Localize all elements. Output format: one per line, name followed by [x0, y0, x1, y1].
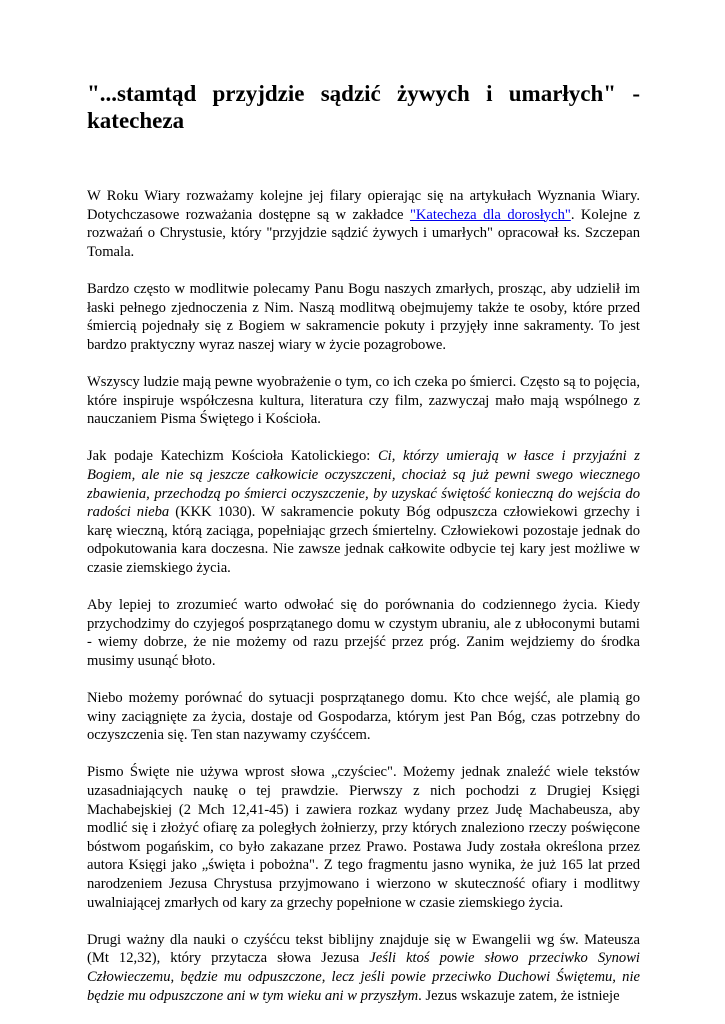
- gospel-quote: Jeśli ktoś powie słowo przeciwko Synowi Człowieczemu, będzie mu odpuszczone, lecz jeśli powie przeciwko Duchowi Świętemu, nie będzie mu odpuszczone ani w tym wieku ani w przyszłym: [87, 950, 640, 1004]
- paragraph-comparison: Aby lepiej to zrozumieć warto odwołać się do porównania do codziennego życia. Kiedy przychodzimy do czyjegoś posprzątanego domu w czystym ubraniu, ale z ubłoconymi butami - wiemy dobrze, że nie możemy od razu przejść przez próg. Zanim wejdziemy do środka musimy usunąć błoto.: [87, 597, 640, 669]
- paragraph-death-ideas: Wszyscy ludzie mają pewne wyobrażenie o tym, co ich czeka po śmierci. Często są to pojęcia, które inspiruje współczesna kultura, literatura czy film, zazwyczaj mało mają wspólnego z nauczaniem Pisma Świętego i Kościoła.: [87, 373, 640, 428]
- paragraph-scripture: Pismo Święte nie używa wprost słowa „czyściec". Możemy jednak znaleźć wiele tekstów uzasadniających naukę o tej prawdzie. Pierwszy z nich pochodzi z Drugiej Księgi Machabejskiej (2 Mch 12,41-45) i zawiera rozkaz wydany przez Judę Machabeusza, aby modlić się i złożyć ofiarę za poległych żołnierzy, przy których znaleziono rzeczy poświęcone bóstwom pogańskim, co było zakazane przez Prawo. Postawa Judy została określona przez autora Księgi jako „święta i pobożna". Z tego fragmentu jasno wynika, że już 165 lat przed narodzeniem Jezusa Chrystusa przyjmowano i wierzono w skuteczność ofiary i modlitwy uwalniającej zmarłych od kary za grzechy popełnione w czasie ziemskiego życia.: [87, 764, 640, 911]
- document-page: [87, 80, 640, 1024]
- gospel-text-before: Drugi ważny dla nauki o czyśćcu tekst biblijny znajduje się w Ewangelii wg św. Mateusza (Mt 12,32), który przytacza słowa Jezusa: [87, 931, 640, 967]
- paragraph-intro: [87, 187, 640, 261]
- paragraph-heaven: Niebo możemy porównać do sytuacji posprzątanego domu. Kto chce wejść, ale plamią go winy zaciągnięte za życia, dostaje od Gospodarza, którym jest Pan Bóg, czas potrzebny do oczyszczenia się. Ten stan nazywamy czyśćcem.: [87, 690, 640, 744]
- catechism-text-after: (KKK 1030). W sakramencie pokuty Bóg odpuszcza człowiekowi grzechy i karę wieczną, którą zaciąga, popełniając grzech śmiertelny. Człowiekowi pozostaje jednak do odpokutowania kara doczesna. Nie zawsze jednak całkowite odbycie tej kary jest możliwe w czasie ziemskiego życia.: [87, 504, 641, 576]
- paragraph-prayer: Bardzo często w modlitwie polecamy Panu Bogu naszych zmarłych, prosząc, aby udzielił im łaski pełnego zjednoczenia z Nim. Naszą modlitwą obejmujemy także te osoby, które przed śmiercią pojednały się z Bogiem w sakramencie pokuty i przyjęły inne sakramenty. To jest bardzo praktyczny wyraz naszej wiary w życie pozagrobowe.: [87, 280, 640, 353]
- catechism-quote: Ci, którzy umierają w łasce i przyjaźni z Bogiem, ale nie są jeszcze całkowicie oczyszczeni, chociaż są już pewni swego wiecznego zbawienia, przechodzą po śmierci oczyszczenie, by uzyskać świętość konieczną do wejścia do radości nieba: [87, 448, 640, 521]
- paragraph-catechism: [87, 447, 640, 577]
- intro-text-after: . Kolejne z rozważań o Chrystusie, który "przyjdzie sądzić żywych i umarłych" opracował ks. Szczepan Tomala.: [87, 206, 640, 260]
- page-title: [87, 80, 640, 134]
- title-line-2: katecheza: [87, 108, 185, 133]
- title-line-1: "...stamtąd przyjdzie sądzić żywych i umarłych" -: [87, 81, 640, 106]
- gospel-text-after: . Jezus wskazuje zatem, że istnieje: [418, 987, 620, 1004]
- intro-text-before: W Roku Wiary rozważamy kolejne jej filary opierając się na artykułach Wyznania Wiary. Dotychczasowe rozważania dostępne są w zakładce: [87, 188, 640, 223]
- catechism-text-before: Jak podaje Katechizm Kościoła Katolickiego:: [87, 448, 378, 465]
- katecheza-link[interactable]: "Katecheza dla dorosłych": [409, 206, 571, 223]
- paragraph-gospel: [87, 931, 640, 1005]
